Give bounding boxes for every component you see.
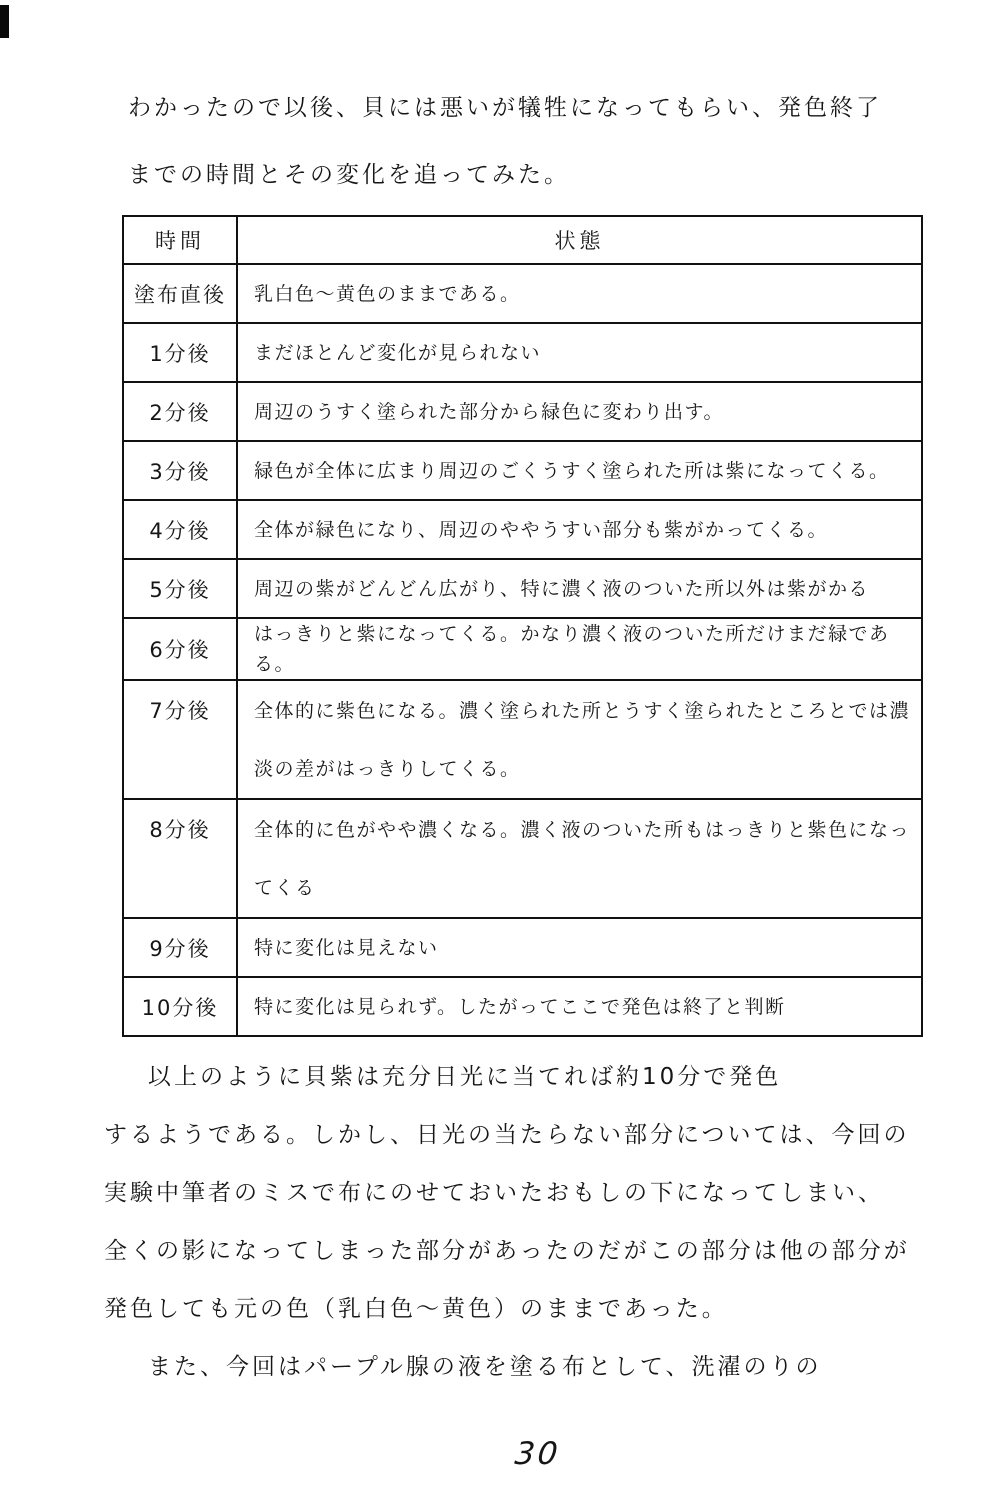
table-row xyxy=(123,264,922,323)
color-change-observation-table xyxy=(122,215,923,1037)
state-cell: 乳白色～黄色のままである。 xyxy=(237,264,922,323)
intro-paragraph xyxy=(128,88,938,222)
table-row xyxy=(123,618,922,680)
intro-line: わかったので以後、貝には悪いが犠牲になってもらい、発色終了 xyxy=(128,95,882,121)
time-cell: 9分後 xyxy=(123,918,237,977)
state-cell: 全体が緑色になり、周辺のややうすい部分も紫がかってくる。 xyxy=(237,500,922,559)
state-cell: 特に変化は見られず。したがってここで発色は終了と判断 xyxy=(237,977,922,1036)
table-row xyxy=(123,977,922,1036)
time-cell: 1分後 xyxy=(123,323,237,382)
time-cell: 3分後 xyxy=(123,441,237,500)
intro-line: までの時間とその変化を追ってみた。 xyxy=(128,162,570,188)
state-cell: 全体的に色がやや濃くなる。濃く液のついた所もはっきりと紫色になってくる xyxy=(237,799,922,918)
time-cell: 塗布直後 xyxy=(123,264,237,323)
table-row xyxy=(123,500,922,559)
state-cell: 全体的に紫色になる。濃く塗られた所とうすく塗られたところとでは濃淡の差がはっきりしてくる。 xyxy=(237,680,922,799)
conclusion-paragraphs xyxy=(104,1056,944,1404)
body-line: 全くの影になってしまった部分があったのだがこの部分は他の部分が xyxy=(104,1238,910,1264)
time-cell: 2分後 xyxy=(123,382,237,441)
table-header-state: 状態 xyxy=(237,216,922,264)
time-cell: 4分後 xyxy=(123,500,237,559)
time-cell: 8分後 xyxy=(123,799,237,918)
page-number: 30 xyxy=(513,1436,563,1472)
state-cell: 周辺の紫がどんどん広がり、特に濃く液のついた所以外は紫がかる xyxy=(237,559,922,618)
state-cell: 周辺のうすく塗られた部分から緑色に変わり出す。 xyxy=(237,382,922,441)
body-line: するようである。しかし、日光の当たらない部分については、今回の xyxy=(104,1122,910,1148)
state-cell: まだほとんど変化が見られない xyxy=(237,323,922,382)
table-row xyxy=(123,918,922,977)
body-line: 実験中筆者のミスで布にのせておいたおもしの下になってしまい、 xyxy=(104,1180,884,1206)
body-line: 発色しても元の色（乳白色～黄色）のままであった。 xyxy=(104,1296,728,1322)
time-cell: 7分後 xyxy=(123,680,237,799)
time-cell: 6分後 xyxy=(123,618,237,680)
body-line: 以上のように貝紫は充分日光に当てれば約10分で発色 xyxy=(148,1064,782,1090)
table-row xyxy=(123,382,922,441)
body-line: また、今回はパープル腺の液を塗る布として、洗濯のりの xyxy=(148,1354,822,1380)
state-cell: 緑色が全体に広まり周辺のごくうすく塗られた所は紫になってくる。 xyxy=(237,441,922,500)
table-row xyxy=(123,323,922,382)
table-row xyxy=(123,559,922,618)
table-row xyxy=(123,680,922,799)
state-cell: はっきりと紫になってくる。かなり濃く液のついた所だけまだ緑である。 xyxy=(237,618,922,680)
scan-artifact-mark xyxy=(0,5,9,38)
time-cell: 5分後 xyxy=(123,559,237,618)
table-row xyxy=(123,799,922,918)
state-cell: 特に変化は見えない xyxy=(237,918,922,977)
table-header-row xyxy=(123,216,922,264)
table-header-time: 時間 xyxy=(123,216,237,264)
table-row xyxy=(123,441,922,500)
time-cell: 10分後 xyxy=(123,977,237,1036)
